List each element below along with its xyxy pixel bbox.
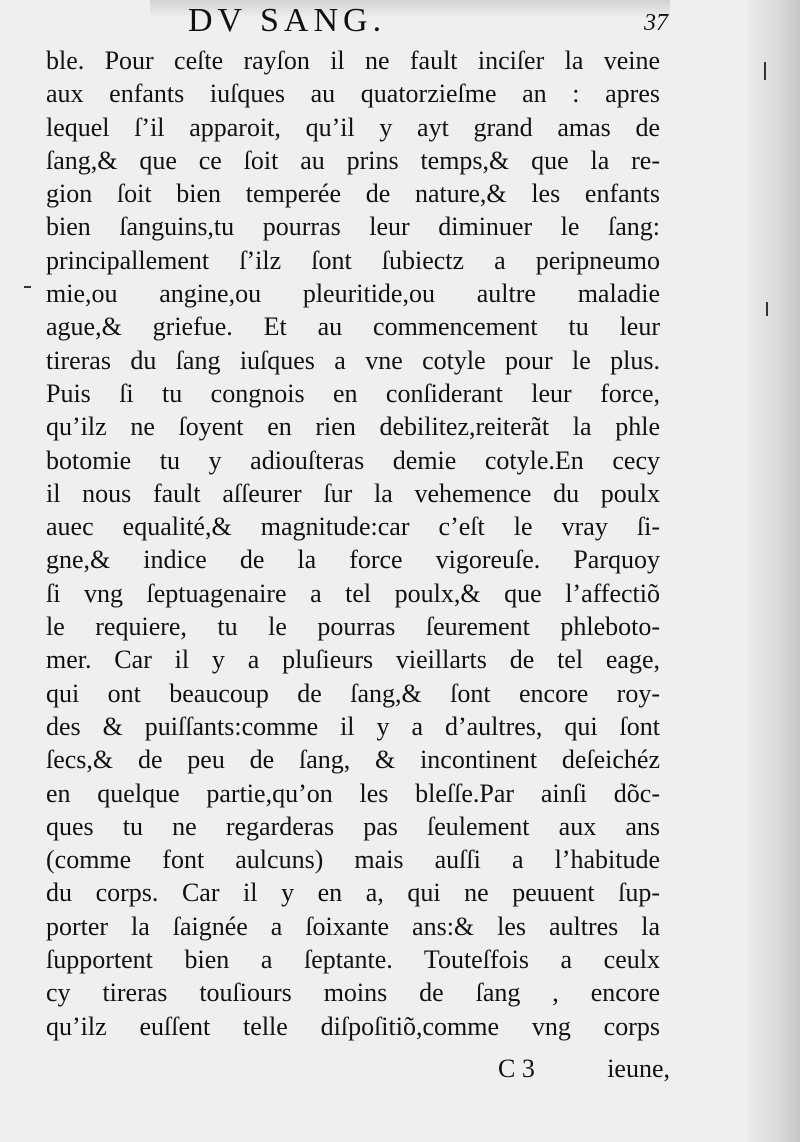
page-gutter-shadow — [748, 0, 800, 1142]
text-line: ſecs,& de peu de ſang, & incontinent deſeichéz — [46, 745, 660, 775]
text-line: du corps. Car il y en a, qui ne peuuent ſup- — [46, 878, 660, 908]
text-line: ble. Pour ceſte rayſon il ne fault inciſer la veine — [46, 46, 660, 75]
text-line: Puis ſi tu congnois en conſiderant leur force, — [46, 378, 660, 408]
text-line: ſupportent bien a ſeptante. Touteſfois a ceulx — [46, 945, 660, 975]
text-line: (comme font aulcuns) mais auſſi a l’habitude — [46, 845, 660, 875]
text-line: qu’ilz ne ſoyent en rien debilitez,reiterãt la phle — [46, 412, 660, 442]
signature-mark: C 3 — [498, 1054, 535, 1083]
text-line: qu’ilz euſſent telle diſpoſitiõ,comme vng corps — [46, 1011, 660, 1041]
text-line: principallement ſ’ilz ſont ſubiectz a peripneumo — [46, 245, 660, 275]
page-header — [180, 2, 668, 42]
text-line: gne,& indice de la force vigoreuſe. Parquoy — [46, 545, 660, 575]
body-text — [46, 44, 660, 1043]
text-line: le requiere, tu le pourras ſeurement phleboto- — [46, 612, 660, 642]
text-line: lequel ſ’il apparoit, qu’il y ayt grand amas de — [46, 112, 660, 142]
page-footer — [490, 1054, 670, 1088]
margin-mark — [24, 286, 31, 288]
text-line: ſi vng ſeptuagenaire a tel poulx,& que l’affectiõ — [46, 578, 660, 608]
text-line: il nous fault aſſeurer ſur la vehemence du poulx — [46, 478, 660, 508]
margin-mark — [766, 302, 768, 316]
text-line: des & puiſſants:comme il y a d’aultres, qui ſont — [46, 711, 660, 741]
text-line: cy tireras touſiours moins de ſang , encore — [46, 978, 660, 1008]
text-line: porter la ſaignée a ſoixante ans:& les aultres la — [46, 911, 660, 941]
running-head: DV SANG. — [188, 2, 387, 39]
catchword: ieune, — [607, 1054, 670, 1083]
text-line: ques tu ne regarderas pas ſeulement aux ans — [46, 811, 660, 841]
text-line: auec equalité,& magnitude:car c’eſt le vray ſi- — [46, 512, 660, 542]
page-number: 37 — [644, 10, 668, 36]
text-line: qui ont beaucoup de ſang,& ſont encore roy- — [46, 678, 660, 708]
text-line: aux enfants iuſques au quatorzieſme an : apres — [46, 79, 660, 109]
text-line: ſang,& que ce ſoit au prins temps,& que la re- — [46, 145, 660, 175]
margin-mark — [764, 62, 766, 80]
text-line: ague,& griefue. Et au commencement tu leur — [46, 312, 660, 342]
text-line: botomie tu y adiouſteras demie cotyle.En cecy — [46, 445, 660, 475]
text-line: tireras du ſang iuſques a vne cotyle pour le plus. — [46, 345, 660, 375]
text-line: gion ſoit bien temperée de nature,& les enfants — [46, 179, 660, 209]
text-line: en quelque partie,qu’on les bleſſe.Par ainſi dõc- — [46, 778, 660, 808]
text-line: mer. Car il y a pluſieurs vieillarts de tel eage, — [46, 645, 660, 675]
text-line: mie,ou angine,ou pleuritide,ou aultre maladie — [46, 279, 660, 309]
text-line: bien ſanguins,tu pourras leur diminuer le ſang: — [46, 212, 660, 242]
